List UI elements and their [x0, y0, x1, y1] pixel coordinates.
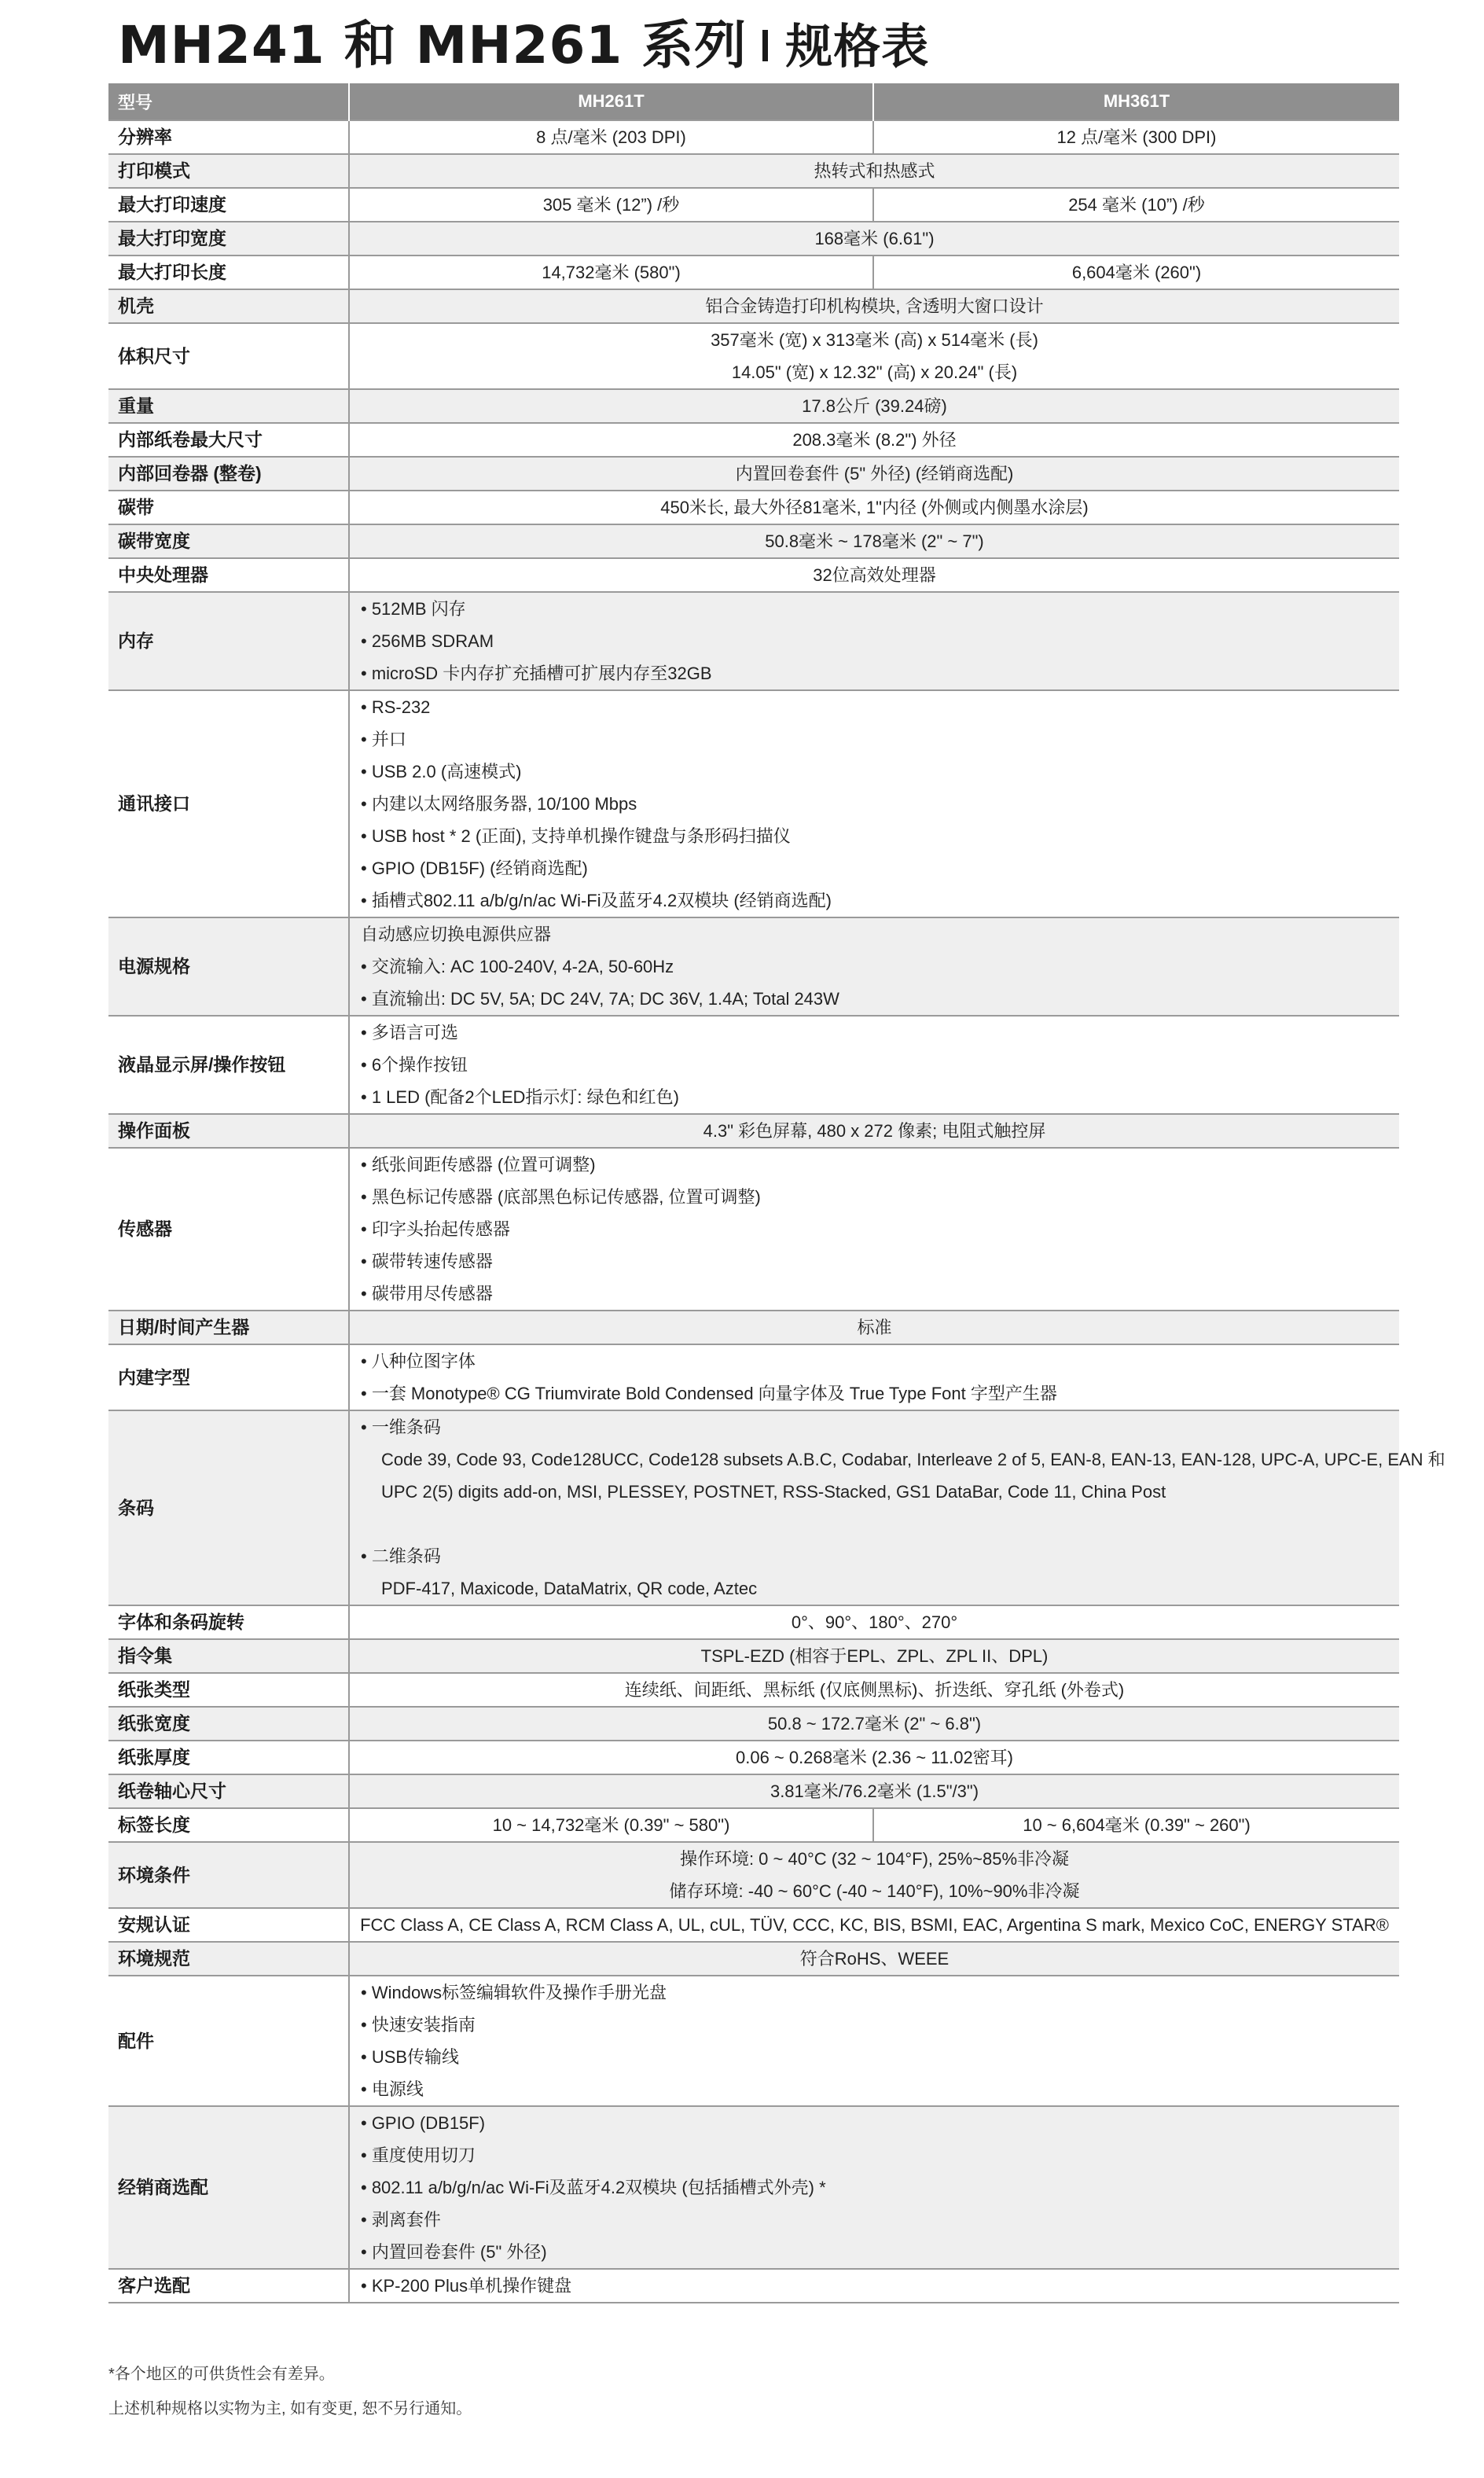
- value-line: 储存环境: -40 ~ 60°C (-40 ~ 140°F), 10%~90%非冷凝: [669, 1881, 1080, 1901]
- table-row: [108, 289, 1399, 323]
- value-list: [349, 1410, 1445, 1605]
- row-label: 条码: [108, 1410, 349, 1605]
- table-row: [108, 1976, 1399, 2106]
- table-row: [108, 2269, 1399, 2303]
- list-item: • 印字头抬起传感器: [361, 1219, 510, 1239]
- value-model-b: 12 点/毫米 (300 DPI): [873, 120, 1399, 154]
- table-row: [108, 188, 1399, 222]
- value-list: [349, 1148, 1399, 1311]
- value-shared: FCC Class A, CE Class A, RCM Class A, UL, cUL, TÜV, CCC, KC, BIS, BSMI, EAC, Argentina S mark, Mexico CoC, ENERGY STAR®: [349, 1908, 1399, 1942]
- list-item: • 插槽式802.11 a/b/g/n/ac Wi-Fi及蓝牙4.2双模块 (经销商选配): [361, 891, 832, 910]
- row-label: 纸张厚度: [108, 1741, 349, 1774]
- row-label: 日期/时间产生器: [108, 1311, 349, 1344]
- table-row: [108, 1114, 1399, 1148]
- table-header: [108, 83, 1399, 120]
- value-model-a: 8 点/毫米 (203 DPI): [349, 120, 873, 154]
- value-shared: 标准: [349, 1311, 1399, 1344]
- row-label: 碳带: [108, 491, 349, 524]
- value-shared: 50.8 ~ 172.7毫米 (2" ~ 6.8"): [349, 1707, 1399, 1741]
- table-row: [108, 1639, 1399, 1673]
- row-label: 分辨率: [108, 120, 349, 154]
- list-item: • USB 2.0 (高速模式): [361, 762, 522, 781]
- row-label: 传感器: [108, 1148, 349, 1311]
- table-row: [108, 423, 1399, 457]
- list-item: • KP-200 Plus单机操作键盘: [361, 2276, 572, 2296]
- list-item: • USB host * 2 (正面), 支持单机操作键盘与条形码扫描仪: [361, 826, 791, 846]
- list-item: • 一维条码: [361, 1417, 441, 1437]
- footnote-disclaimer: 上述机种规格以实物为主, 如有变更, 恕不另行通知。: [108, 2400, 472, 2417]
- table-row: [108, 1808, 1399, 1842]
- list-item: • GPIO (DB15F) (经销商选配): [361, 858, 588, 878]
- list-item: • 多语言可选: [361, 1023, 458, 1042]
- value-list: [349, 917, 1399, 1016]
- value-list: [349, 1344, 1399, 1410]
- title-main: MH241 和 MH261 系列: [118, 15, 748, 75]
- row-label: 重量: [108, 389, 349, 423]
- table-row: [108, 120, 1399, 154]
- row-label: 最大打印长度: [108, 256, 349, 289]
- row-label: 内建字型: [108, 1344, 349, 1410]
- list-item: UPC 2(5) digits add-on, MSI, PLESSEY, POSTNET, RSS-Stacked, GS1 DataBar, Code 11, China Post: [381, 1482, 1166, 1502]
- value-shared: 0°、90°、180°、270°: [349, 1605, 1399, 1639]
- value-shared: 168毫米 (6.61"): [349, 222, 1399, 256]
- value-line: 操作环境: 0 ~ 40°C (32 ~ 104°F), 25%~85%非冷凝: [679, 1849, 1070, 1869]
- list-item: • 黑色标记传感器 (底部黑色标记传感器, 位置可调整): [361, 1187, 761, 1207]
- value-shared: 内置回卷套件 (5" 外径) (经销商选配): [349, 457, 1399, 491]
- list-item: • 直流输出: DC 5V, 5A; DC 24V, 7A; DC 36V, 1.4A; Total 243W: [361, 989, 839, 1009]
- footnotes: [108, 2357, 472, 2426]
- row-label: 打印模式: [108, 154, 349, 188]
- header-model-label: 型号: [108, 83, 349, 120]
- row-label: 内部纸卷最大尺寸: [108, 423, 349, 457]
- row-label: 字体和条码旋转: [108, 1605, 349, 1639]
- table-row: [108, 1908, 1399, 1942]
- list-item: • 碳带转速传感器: [361, 1252, 493, 1271]
- list-item: • 内建以太网络服务器, 10/100 Mbps: [361, 794, 637, 814]
- list-item: • 快速安装指南: [361, 2015, 476, 2035]
- table-row: [108, 1741, 1399, 1774]
- row-label: 机壳: [108, 289, 349, 323]
- list-item: 自动感应切换电源供应器: [361, 925, 552, 944]
- value-shared: 热转式和热感式: [349, 154, 1399, 188]
- spacer: [361, 1508, 1390, 1540]
- value-shared: 4.3" 彩色屏幕, 480 x 272 像素; 电阻式触控屏: [349, 1114, 1399, 1148]
- list-item: • 纸张间距传感器 (位置可调整): [361, 1155, 596, 1175]
- table-row: [108, 558, 1399, 592]
- table-row: [108, 1410, 1399, 1605]
- value-list: [349, 2106, 1399, 2269]
- list-item: • 重度使用切刀: [361, 2145, 476, 2165]
- table-row: [108, 389, 1399, 423]
- table-row: [108, 1707, 1399, 1741]
- value-shared: 17.8公斤 (39.24磅): [349, 389, 1399, 423]
- page-title: [118, 13, 929, 79]
- value-shared: 50.8毫米 ~ 178毫米 (2" ~ 7"): [349, 524, 1399, 558]
- row-label: 中央处理器: [108, 558, 349, 592]
- list-item: • 剥离套件: [361, 2210, 441, 2230]
- table-row: [108, 154, 1399, 188]
- title-sub: 规格表: [785, 20, 930, 75]
- row-label: 电源规格: [108, 917, 349, 1016]
- row-label: 指令集: [108, 1639, 349, 1673]
- row-label: 客户选配: [108, 2269, 349, 2303]
- list-item: • GPIO (DB15F): [361, 2113, 486, 2133]
- table-row: [108, 1148, 1399, 1311]
- list-item: • 电源线: [361, 2079, 424, 2099]
- value-list: [349, 592, 1399, 690]
- table-row: [108, 524, 1399, 558]
- value-shared: 32位高效处理器: [349, 558, 1399, 592]
- value-model-a: 10 ~ 14,732毫米 (0.39" ~ 580"): [349, 1808, 873, 1842]
- table-row: [108, 222, 1399, 256]
- table-row: [108, 592, 1399, 690]
- value-shared: 铝合金铸造打印机构模块, 含透明大窗口设计: [349, 289, 1399, 323]
- list-item: • 1 LED (配备2个LED指示灯: 绿色和红色): [361, 1087, 679, 1107]
- list-item: • 交流输入: AC 100-240V, 4-2A, 50-60Hz: [361, 957, 674, 976]
- value-model-a: 305 毫米 (12”) /秒: [349, 188, 873, 222]
- row-label: 碳带宽度: [108, 524, 349, 558]
- table-row: [108, 491, 1399, 524]
- list-item: • 并口: [361, 730, 406, 749]
- list-item: • 512MB 闪存: [361, 599, 466, 619]
- table-row: [108, 690, 1399, 917]
- value-shared: 3.81毫米/76.2毫米 (1.5"/3"): [349, 1774, 1399, 1808]
- value-shared: 450米长, 最大外径81毫米, 1"内径 (外侧或内侧墨水涂层): [349, 491, 1399, 524]
- row-label: 内部回卷器 (整卷): [108, 457, 349, 491]
- list-item: • USB传输线: [361, 2047, 460, 2067]
- list-item: • 内置回卷套件 (5" 外径): [361, 2242, 547, 2262]
- table-row: [108, 1942, 1399, 1976]
- table-row: [108, 2106, 1399, 2269]
- row-label: 内存: [108, 592, 349, 690]
- spec-table: [108, 83, 1445, 2303]
- value-line: 14.05" (宽) x 12.32" (高) x 20.24" (長): [731, 362, 1018, 382]
- list-item: • Windows标签编辑软件及操作手册光盘: [361, 1983, 667, 2002]
- row-label: 最大打印宽度: [108, 222, 349, 256]
- list-item: • microSD 卡内存扩充插槽可扩展内存至32GB: [361, 664, 712, 683]
- table-row: [108, 917, 1399, 1016]
- header-model-b: MH361T: [873, 83, 1399, 120]
- row-label: 纸张宽度: [108, 1707, 349, 1741]
- row-label: 环境条件: [108, 1842, 349, 1908]
- value-model-b: 10 ~ 6,604毫米 (0.39" ~ 260"): [873, 1808, 1399, 1842]
- table-row: [108, 1774, 1399, 1808]
- list-item: PDF-417, Maxicode, DataMatrix, QR code, Aztec: [381, 1579, 758, 1598]
- table-row: [108, 1605, 1399, 1639]
- list-item: • 二维条码: [361, 1546, 441, 1566]
- table-row: [108, 1842, 1399, 1908]
- footnote-availability: *各个地区的可供货性会有差异。: [108, 2366, 335, 2383]
- row-label: 配件: [108, 1976, 349, 2106]
- table-row: [108, 1016, 1399, 1114]
- table-row: [108, 256, 1399, 289]
- row-label: 通讯接口: [108, 690, 349, 917]
- value-shared: 208.3毫米 (8.2") 外径: [349, 423, 1399, 457]
- row-label: 环境规范: [108, 1942, 349, 1976]
- value-line: 357毫米 (宽) x 313毫米 (高) x 514毫米 (長): [711, 330, 1038, 350]
- table-row: [108, 1311, 1399, 1344]
- table-row: [108, 1344, 1399, 1410]
- value-list: [349, 1976, 1399, 2106]
- value-list: [349, 2269, 1399, 2303]
- table-row: [108, 457, 1399, 491]
- list-item: • RS-232: [361, 697, 431, 717]
- value-list: [349, 1016, 1399, 1114]
- value-shared: 连续纸、间距纸、黑标纸 (仅底侧黑标)、折迭纸、穿孔纸 (外卷式): [349, 1673, 1399, 1707]
- row-label: 纸张类型: [108, 1673, 349, 1707]
- value-model-b: 254 毫米 (10”) /秒: [873, 188, 1399, 222]
- value-shared: 0.06 ~ 0.268毫米 (2.36 ~ 11.02密耳): [349, 1741, 1399, 1774]
- row-label: 标签长度: [108, 1808, 349, 1842]
- list-item: • 802.11 a/b/g/n/ac Wi-Fi及蓝牙4.2双模块 (包括插槽式外壳) *: [361, 2178, 826, 2197]
- header-model-a: MH261T: [349, 83, 873, 120]
- value-shared: [349, 323, 1399, 389]
- row-label: 液晶显示屏/操作按钮: [108, 1016, 349, 1114]
- row-label: 安规认证: [108, 1908, 349, 1942]
- value-model-b: 6,604毫米 (260"): [873, 256, 1399, 289]
- table-row: [108, 1673, 1399, 1707]
- list-item: Code 39, Code 93, Code128UCC, Code128 subsets A.B.C, Codabar, Interleave 2 of 5, EAN-8, EAN-13, EAN-128, UPC-A, UPC-E, EAN 和: [381, 1450, 1445, 1469]
- value-shared: 符合RoHS、WEEE: [349, 1942, 1399, 1976]
- value-shared: [349, 1842, 1399, 1908]
- row-label: 经销商选配: [108, 2106, 349, 2269]
- value-list: [349, 690, 1399, 917]
- title-separator: [762, 30, 768, 61]
- list-item: • 6个操作按钮: [361, 1055, 468, 1075]
- list-item: • 碳带用尽传感器: [361, 1284, 493, 1303]
- table-row: [108, 323, 1399, 389]
- row-label: 最大打印速度: [108, 188, 349, 222]
- list-item: • 一套 Monotype® CG Triumvirate Bold Condensed 向量字体及 True Type Font 字型产生器: [361, 1384, 1057, 1403]
- value-model-a: 14,732毫米 (580"): [349, 256, 873, 289]
- value-shared: TSPL-EZD (相容于EPL、ZPL、ZPL II、DPL): [349, 1639, 1399, 1673]
- row-label: 体积尺寸: [108, 323, 349, 389]
- row-label: 纸卷轴心尺寸: [108, 1774, 349, 1808]
- row-label: 操作面板: [108, 1114, 349, 1148]
- list-item: • 八种位图字体: [361, 1351, 476, 1371]
- list-item: • 256MB SDRAM: [361, 631, 494, 651]
